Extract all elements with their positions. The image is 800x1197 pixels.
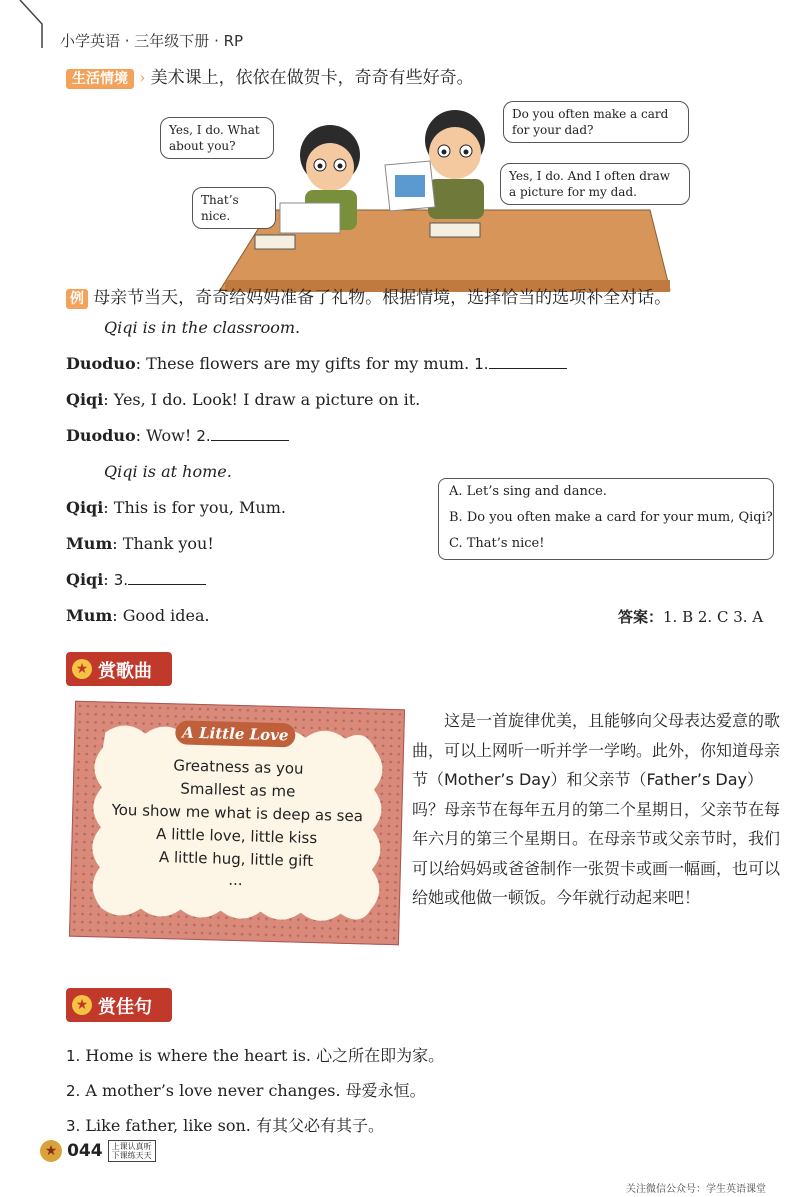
dialogue-line: Mum: Good idea. [66, 606, 210, 625]
answer-blank[interactable] [128, 570, 206, 585]
speech-bubble: Yes, I do. What about you? [160, 117, 274, 159]
speaker: Mum [66, 534, 113, 553]
dialogue-line: Qiqi: This is for you, Mum. [66, 498, 286, 517]
lyric-line: Greatness as you [173, 756, 304, 778]
quote-number: 1. [66, 1047, 81, 1065]
dialogue-line: Qiqi: 3. [66, 570, 206, 589]
quote-chinese: 母爱永恒。 [345, 1081, 426, 1100]
page-number: 044 [67, 1141, 103, 1161]
quote-item [66, 1078, 426, 1101]
speech-bubble: Yes, I do. And I often draw a picture for my dad. [500, 163, 690, 205]
lyric-line: A little love, little kiss [155, 824, 318, 848]
dialogue-line: Mum: Thank you! [66, 534, 214, 553]
lyric-line: Smallest as me [180, 779, 296, 801]
page-corner-decoration [0, 0, 60, 50]
setting-classroom: Qiqi is in the classroom. [104, 318, 301, 337]
option-a[interactable]: A. Let’s sing and dance. [449, 484, 607, 499]
section-title: 赏佳句 [98, 997, 152, 1018]
line-text: Good idea. [122, 606, 210, 625]
page-header: 小学英语 · 三年级下册 · RP [60, 32, 244, 50]
quote-item [66, 1113, 384, 1136]
speaker: Qiqi [66, 498, 104, 517]
line-text: These flowers are my gifts for my mum. [146, 354, 470, 373]
line-text: Thank you! [122, 534, 214, 553]
lyric-line: You show me what is deep as sea [111, 800, 364, 826]
scene-heading [66, 63, 474, 88]
answer-key [618, 606, 763, 627]
line-text: This is for you, Mum. [113, 498, 286, 517]
blank-number: 1. [474, 355, 489, 373]
song-title: A Little Love [175, 720, 296, 747]
answer-blank[interactable] [211, 426, 289, 441]
song-section-header [66, 652, 172, 686]
quote-number: 3. [66, 1117, 81, 1135]
quote-english: Like father, like son. [85, 1116, 251, 1135]
star-icon: ★ [72, 995, 92, 1015]
example-heading [66, 283, 671, 308]
chevron-right-icon: › [139, 68, 146, 87]
quote-item [66, 1043, 444, 1066]
speaker: Qiqi [66, 570, 104, 589]
line-text: Wow! [146, 426, 192, 445]
answer-blank[interactable] [489, 354, 567, 369]
speech-bubble: Do you often make a card for your dad? [503, 101, 689, 143]
page-footer [40, 1140, 156, 1162]
quote-english: Home is where the heart is. [85, 1046, 311, 1065]
answer-label: 答案： [618, 608, 664, 626]
speaker: Duoduo [66, 354, 136, 373]
dialogue-line: Qiqi: Yes, I do. Look! I draw a picture on it. [66, 390, 421, 409]
scene-text: 美术课上，依依在做贺卡，奇奇有些好奇。 [150, 68, 474, 88]
setting-home: Qiqi is at home. [104, 462, 232, 481]
blank-number: 2. [196, 427, 211, 445]
option-b[interactable]: B. Do you often make a card for your mum, Qiqi? [449, 510, 773, 525]
speaker: Duoduo [66, 426, 136, 445]
song-card [69, 701, 405, 946]
line-text: Yes, I do. Look! I draw a picture on it. [113, 390, 421, 409]
dialogue-line: Duoduo: Wow! 2. [66, 426, 289, 445]
options-box [438, 478, 774, 560]
footer-slogan [108, 1140, 156, 1162]
quote-english: A mother’s love never changes. [85, 1081, 341, 1100]
star-icon: ★ [40, 1140, 62, 1162]
answer-text: 1. B 2. C 3. A [663, 608, 764, 626]
speaker: Qiqi [66, 390, 104, 409]
dialogue-line: Duoduo: These flowers are my gifts for my mum. 1. [66, 354, 567, 373]
quote-section-header [66, 988, 172, 1022]
quote-chinese: 有其父必有其子。 [255, 1116, 384, 1135]
lyric-line: A little hug, little gift [158, 847, 314, 871]
speaker: Mum [66, 606, 113, 625]
slogan-line: 上课认真听 [111, 1142, 152, 1151]
watermark: 关注微信公众号：学生英语课堂 [626, 1184, 766, 1195]
option-c[interactable]: C. That’s nice! [449, 536, 545, 551]
blank-number: 3. [113, 571, 129, 589]
speech-bubble: That’s nice. [192, 187, 276, 229]
quote-number: 2. [66, 1082, 81, 1100]
scene-tag: 生活情境 [66, 69, 134, 89]
star-icon: ★ [72, 659, 92, 679]
quote-chinese: 心之所在即为家。 [316, 1046, 445, 1065]
slogan-line: 下课练天天 [111, 1151, 152, 1160]
lyric-line: ... [228, 870, 243, 890]
section-title: 赏歌曲 [98, 661, 152, 682]
song-paragraph: 这是一首旋律优美，且能够向父母表达爱意的歌曲，可以上网听一听并学一学哟。此外，你知道母亲节（Mother’s Day）和父亲节（Father’s Day）吗？母亲节在每年五月的第二个星期日，父亲节在每年六月的第三个星期日。在母亲节或父亲节时，我们可以给妈妈或爸爸制作一张贺卡或画一幅画，也可以给她或他做一顿饭。今年就行动起来吧！ [412, 711, 781, 907]
example-tag: 例 [66, 289, 88, 309]
example-instruction: 母亲节当天，奇奇给妈妈准备了礼物。根据情境，选择恰当的选项补全对话。 [93, 288, 672, 308]
